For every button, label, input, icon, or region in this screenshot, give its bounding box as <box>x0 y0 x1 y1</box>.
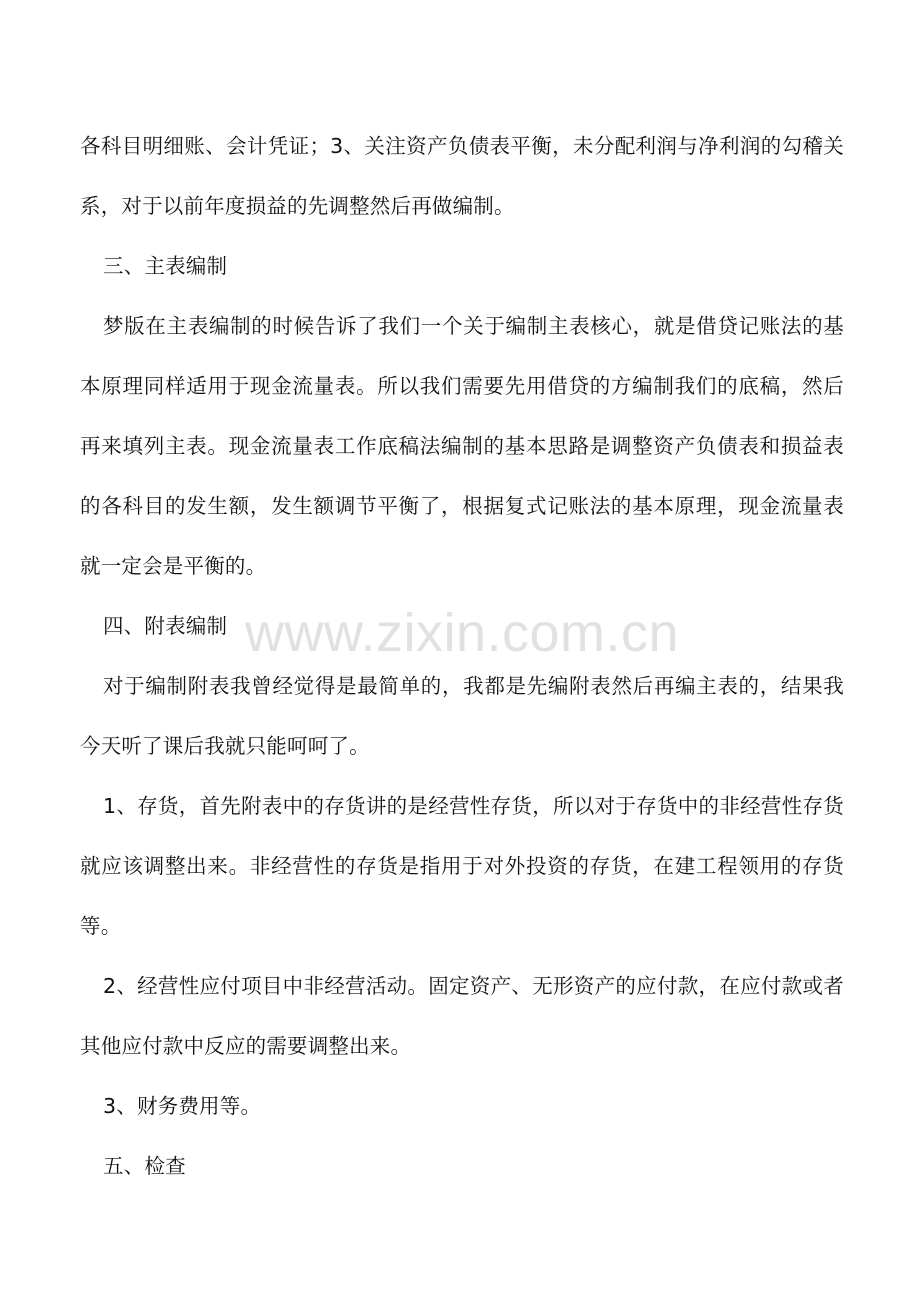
watermark: www.zixin.com.cn <box>244 603 680 663</box>
paragraph-appendix-intro: 对于编制附表我曾经觉得是最简单的，我都是先编附表然后再编主表的，结果我今天听了课后我就只能呵呵了。 <box>80 674 844 758</box>
paragraph-payables: 2、经营性应付项目中非经营活动。固定资产、无形资产的应付款，在应付款或者其他应付款中反应的需要调整出来。 <box>80 974 844 1058</box>
section-heading-main-table: 三、主表编制 <box>103 254 228 278</box>
paragraph-continuation: 各科目明细账、会计凭证；3、关注资产负债表平衡，未分配利润与净利润的勾稽关系，对于以前年度损益的先调整然后再做编制。 <box>80 134 844 218</box>
document-body <box>80 116 844 1196</box>
paragraph-main-table: 梦版在主表编制的时候告诉了我们一个关于编制主表核心，就是借贷记账法的基本原理同样适用于现金流量表。所以我们需要先用借贷的方编制我们的底稿，然后再来填列主表。现金流量表工作底稿法编制的基本思路是调整资产负债表和损益表的各科目的发生额，发生额调节平衡了，根据复式记账法的基本原理，现金流量表就一定会是平衡的。 <box>80 314 844 578</box>
section-heading-appendix-table: 四、附表编制 <box>103 614 228 638</box>
section-heading-check: 五、检查 <box>103 1154 186 1178</box>
paragraph-inventory: 1、存货，首先附表中的存货讲的是经营性存货，所以对于存货中的非经营性存货就应该调整出来。非经营性的存货是指用于对外投资的存货，在建工程领用的存货等。 <box>80 794 844 938</box>
paragraph-finance-costs: 3、财务费用等。 <box>103 1094 262 1118</box>
